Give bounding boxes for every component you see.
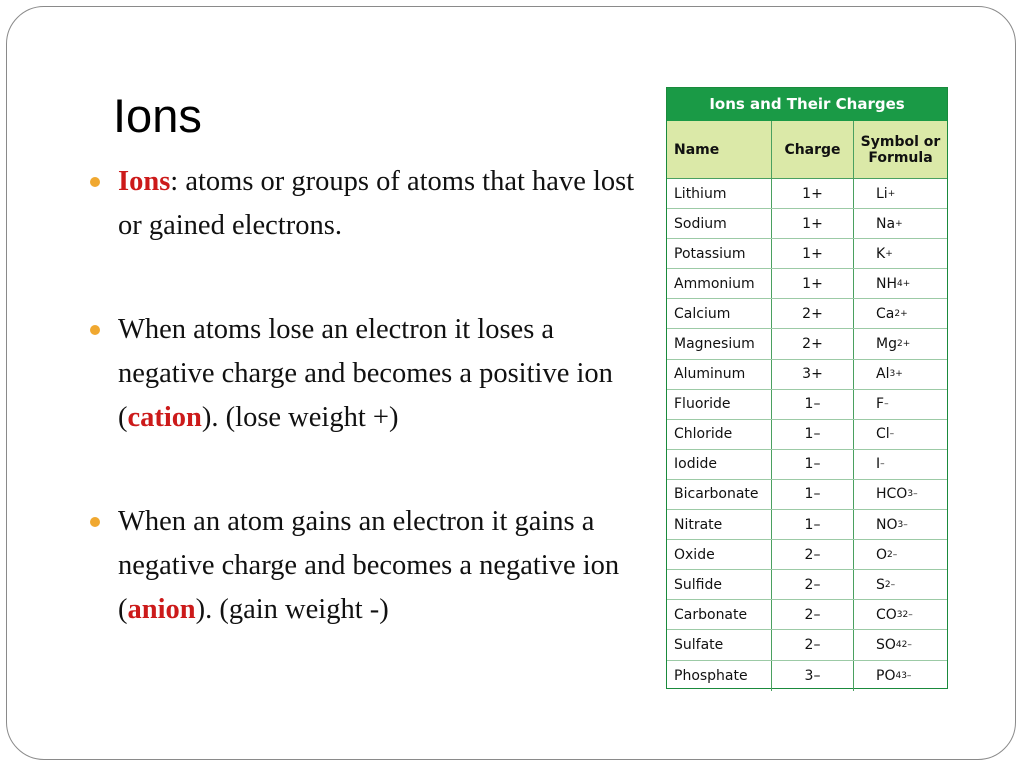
symbol-base: F	[876, 396, 885, 413]
symbol-superscript: 3+	[889, 369, 903, 380]
cell-name: Iodide	[667, 450, 772, 479]
ions-table	[666, 87, 948, 689]
symbol-subscript: 3	[897, 519, 904, 530]
bullet-list	[88, 160, 648, 632]
table-row	[667, 630, 947, 660]
symbol-subscript: 4	[897, 278, 903, 289]
cell-charge: 1–	[772, 450, 854, 479]
symbol-superscript: –	[913, 489, 918, 500]
symbol-superscript: 2–	[902, 609, 913, 620]
table-row	[667, 179, 947, 209]
cell-charge: 1+	[772, 269, 854, 298]
cell-charge: 1–	[772, 390, 854, 419]
symbol-subscript: 3	[896, 609, 903, 620]
cell-name: Calcium	[667, 299, 772, 328]
cell-name: Potassium	[667, 239, 772, 268]
cell-charge: 1–	[772, 480, 854, 509]
table-row	[667, 390, 947, 420]
column-header-charge: Charge	[772, 121, 854, 178]
table-row	[667, 570, 947, 600]
keyword-cation: cation	[127, 402, 202, 433]
symbol-base: HCO	[876, 486, 908, 503]
bullet-dot-icon	[90, 325, 100, 335]
cell-charge: 3–	[772, 661, 854, 691]
cell-name: Ammonium	[667, 269, 772, 298]
bullet-item: Ions: atoms or groups of atoms that have lost or gained electrons.	[88, 160, 648, 248]
cell-charge: 1+	[772, 209, 854, 238]
cell-symbol	[854, 360, 947, 389]
symbol-superscript: –	[880, 459, 885, 470]
cell-symbol	[854, 299, 947, 328]
symbol-superscript: 2–	[887, 549, 898, 560]
cell-name: Lithium	[667, 179, 772, 208]
symbol-base: NH	[876, 275, 897, 292]
cell-symbol	[854, 661, 947, 691]
cell-symbol	[854, 510, 947, 539]
symbol-base: CO	[876, 606, 897, 623]
bullet-dot-icon	[90, 517, 100, 527]
cell-symbol	[854, 450, 947, 479]
cell-name: Sulfate	[667, 630, 772, 659]
cell-symbol	[854, 179, 947, 208]
bullet-item: When atoms lose an electron it loses a negative charge and becomes a positive ion (cation). (lose weight +)	[88, 308, 648, 440]
cell-symbol	[854, 239, 947, 268]
symbol-base: PO	[876, 667, 896, 684]
symbol-base: S	[876, 576, 885, 593]
table-row	[667, 329, 947, 359]
table-title: Ions and Their Charges	[667, 88, 947, 121]
symbol-base: Cl	[876, 426, 890, 443]
bullet-item: When an atom gains an electron it gains a negative charge and becomes a negative ion (anion). (gain weight -)	[88, 500, 648, 632]
table-row	[667, 540, 947, 570]
symbol-base: Na	[876, 215, 896, 232]
table-row	[667, 239, 947, 269]
cell-name: Bicarbonate	[667, 480, 772, 509]
cell-name: Carbonate	[667, 600, 772, 629]
cell-charge: 2–	[772, 540, 854, 569]
cell-charge: 2–	[772, 630, 854, 659]
bullet-dot-icon	[90, 177, 100, 187]
cell-name: Sulfide	[667, 570, 772, 599]
cell-symbol	[854, 480, 947, 509]
symbol-base: I	[876, 456, 881, 473]
symbol-superscript: 2+	[894, 308, 908, 319]
table-row	[667, 450, 947, 480]
table-row	[667, 299, 947, 329]
table-row	[667, 269, 947, 299]
symbol-base: NO	[876, 516, 898, 533]
table-row	[667, 661, 947, 691]
cell-symbol	[854, 630, 947, 659]
cell-symbol	[854, 570, 947, 599]
cell-charge: 2+	[772, 299, 854, 328]
cell-charge: 1+	[772, 179, 854, 208]
cell-symbol	[854, 209, 947, 238]
symbol-superscript: –	[903, 519, 908, 530]
symbol-superscript: –	[889, 429, 895, 440]
symbol-base: SO	[876, 636, 896, 653]
symbol-subscript: 4	[895, 639, 902, 650]
symbol-superscript: 2–	[901, 639, 912, 650]
cell-symbol	[854, 329, 947, 358]
cell-name: Aluminum	[667, 360, 772, 389]
cell-name: Sodium	[667, 209, 772, 238]
symbol-superscript: +	[895, 218, 903, 229]
table-row	[667, 420, 947, 450]
symbol-subscript: 4	[895, 670, 902, 681]
symbol-superscript: 2+	[896, 339, 911, 350]
symbol-base: Ca	[876, 305, 895, 322]
table-body	[667, 179, 947, 691]
cell-symbol	[854, 390, 947, 419]
cell-name: Fluoride	[667, 390, 772, 419]
symbol-superscript: +	[887, 188, 896, 199]
slide-title: Ions	[113, 89, 202, 142]
cell-charge: 1+	[772, 239, 854, 268]
keyword-anion: anion	[127, 594, 196, 625]
cell-name: Nitrate	[667, 510, 772, 539]
cell-name: Magnesium	[667, 329, 772, 358]
symbol-base: O	[876, 546, 888, 563]
table-row	[667, 480, 947, 510]
symbol-subscript: 3	[907, 489, 914, 500]
table-row	[667, 360, 947, 390]
symbol-base: K	[876, 245, 886, 262]
table-column-headers	[667, 121, 947, 179]
cell-charge: 2–	[772, 570, 854, 599]
symbol-superscript: –	[884, 399, 889, 410]
cell-name: Oxide	[667, 540, 772, 569]
cell-symbol	[854, 600, 947, 629]
cell-charge: 2–	[772, 600, 854, 629]
cell-charge: 1–	[772, 420, 854, 449]
cell-charge: 3+	[772, 360, 854, 389]
symbol-superscript: 3–	[901, 670, 912, 681]
symbol-base: Li	[876, 185, 888, 202]
cell-charge: 1–	[772, 510, 854, 539]
column-header-symbol: Symbol or Formula	[860, 133, 941, 166]
symbol-superscript: +	[885, 248, 893, 259]
keyword-ions: Ions	[118, 166, 171, 197]
cell-symbol	[854, 420, 947, 449]
table-row	[667, 209, 947, 239]
cell-name: Chloride	[667, 420, 772, 449]
column-header-name: Name	[667, 121, 772, 178]
symbol-superscript: 2–	[884, 579, 896, 590]
cell-name: Phosphate	[667, 661, 772, 691]
symbol-base: Mg	[876, 336, 897, 353]
cell-symbol	[854, 269, 947, 298]
cell-symbol	[854, 540, 947, 569]
cell-charge: 2+	[772, 329, 854, 358]
table-row	[667, 600, 947, 630]
table-row	[667, 510, 947, 540]
symbol-base: Al	[876, 366, 890, 383]
symbol-superscript: +	[902, 278, 911, 289]
